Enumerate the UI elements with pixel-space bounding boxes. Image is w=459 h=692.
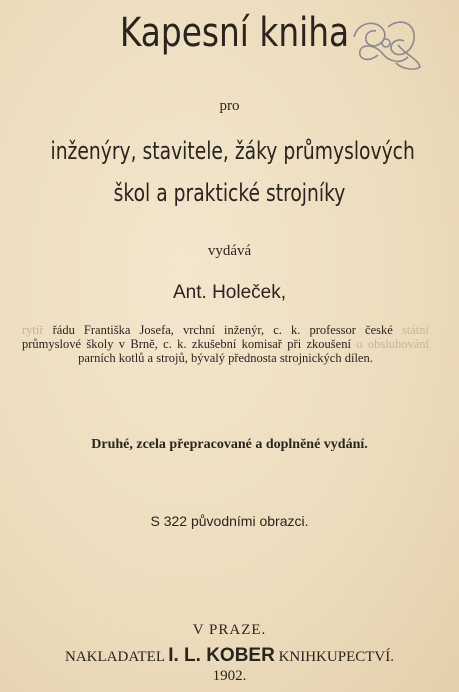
subtitle-line-1: inženýry, stavitele, žáky průmyslových [50, 137, 415, 165]
publisher-name: I. L. KOBER [168, 645, 275, 666]
book-title: Kapesní kniha [119, 10, 350, 56]
edition-note: Druhé, zcela přepracované a doplněné vydání. [91, 437, 368, 452]
publisher-line [0, 645, 459, 667]
credentials-faded-2: státní [401, 323, 429, 337]
ownership-stamp [348, 15, 423, 75]
publisher-prefix: NAKLADATEL [65, 649, 165, 665]
credentials-faded-3: o obsluhování [356, 337, 429, 351]
issued-by: vydává [207, 243, 252, 259]
author-name: Ant. Holeček, [173, 282, 286, 303]
publication-year: 1902. [212, 668, 247, 684]
credentials-text-1: řádu Františka Josefa, vrchní inženýr, c. k. professor české [52, 323, 393, 337]
publication-city: V PRAZE. [192, 622, 267, 638]
publisher-suffix: KNIHKUPECTVÍ. [278, 649, 394, 665]
figures-note: S 322 původními obrazci. [150, 513, 309, 529]
for-word: pro [219, 98, 240, 114]
credentials-text-3: parních kotlů a strojů, bývalý přednosta strojnických dílen. [78, 351, 373, 365]
credentials-text-2: průmyslové školy v Brně, c. k. zkušební komisař při zkoušení [22, 337, 351, 351]
subtitle-line-2: škol a praktické strojníky [113, 179, 346, 207]
credentials-faded-1: rytíř [22, 323, 53, 337]
author-credentials [22, 323, 429, 365]
